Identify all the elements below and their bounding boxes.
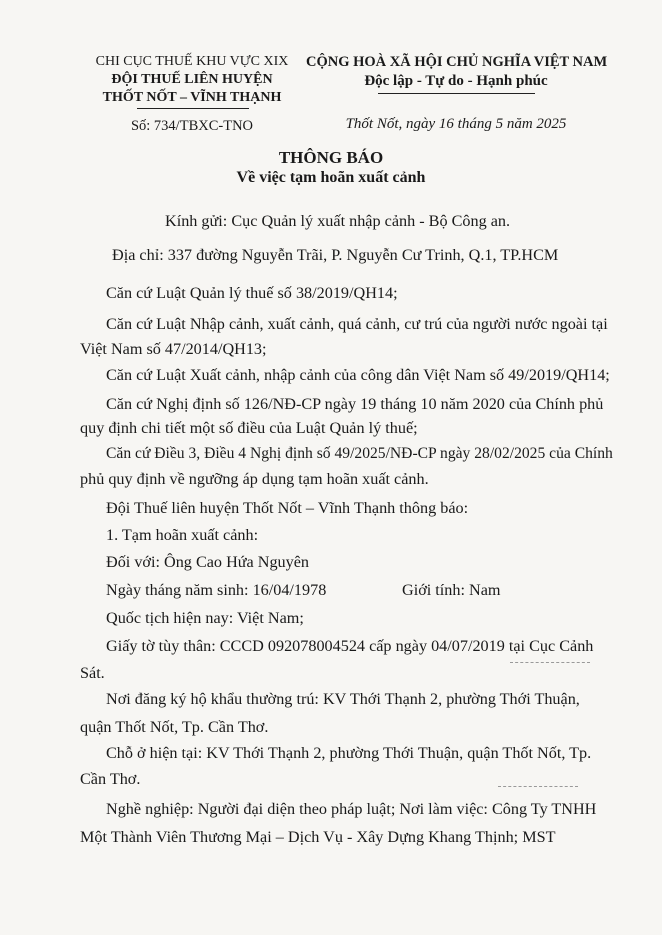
subject-job-line1: Nghề nghiệp: Người đại diện theo pháp luật; Nơi làm việc: Công Ty TNHH xyxy=(106,800,597,818)
left-header-underline xyxy=(137,108,249,109)
notice-item-1: 1. Tạm hoãn xuất cảnh: xyxy=(106,526,259,544)
place-and-date: Thốt Nốt, ngày 16 tháng 5 năm 2025 xyxy=(345,116,567,132)
subject-id-line2: Sát. xyxy=(80,664,105,682)
subject-current-line2: Cần Thơ. xyxy=(80,770,141,788)
legal-basis-1: Căn cứ Luật Quản lý thuế số 38/2019/QH14; xyxy=(106,284,398,302)
recipient-to: Kính gửi: Cục Quản lý xuất nhập cảnh - Bộ Công an. xyxy=(165,212,511,230)
subject-name: Đối với: Ông Cao Hứa Nguyên xyxy=(106,553,310,571)
document-number: Số: 734/TBXC-TNO xyxy=(130,118,254,134)
subject-gender: Giới tính: Nam xyxy=(402,581,501,599)
team-name-line1: ĐỘI THUẾ LIÊN HUYỆN xyxy=(111,72,273,87)
legal-basis-5-cont: phủ quy định về ngưỡng áp dụng tạm hoãn xuất cảnh. xyxy=(80,470,429,488)
subject-job-line2: Một Thành Viên Thương Mại – Dịch Vụ - Xây Dựng Khang Thịnh; MST xyxy=(80,828,556,846)
legal-basis-2-cont: Việt Nam số 47/2014/QH13; xyxy=(80,340,267,358)
document-subtitle: Về việc tạm hoãn xuất cảnh xyxy=(236,169,426,186)
faint-mark-2 xyxy=(498,786,578,787)
agency-name: CHI CỤC THUẾ KHU VỰC XIX xyxy=(95,54,289,69)
subject-nationality: Quốc tịch hiện nay: Việt Nam; xyxy=(106,609,304,627)
faint-mark xyxy=(510,662,590,663)
subject-dob: Ngày tháng năm sinh: 16/04/1978 xyxy=(106,581,327,599)
legal-basis-2: Căn cứ Luật Nhập cảnh, xuất cảnh, quá cảnh, cư trú của người nước ngoài tại xyxy=(106,315,608,333)
subject-id-line1: Giấy tờ tùy thân: CCCD 092078004524 cấp ngày 04/07/2019 tại Cục Cảnh xyxy=(106,637,594,655)
legal-basis-4: Căn cứ Nghị định số 126/NĐ-CP ngày 19 tháng 10 năm 2020 của Chính phủ xyxy=(106,395,604,413)
subject-residence-line2: quận Thốt Nốt, Tp. Cần Thơ. xyxy=(80,718,269,736)
legal-basis-3: Căn cứ Luật Xuất cảnh, nhập cảnh của công dân Việt Nam số 49/2019/QH14; xyxy=(106,366,610,384)
legal-basis-5: Căn cứ Điều 3, Điều 4 Nghị định số 49/2025/NĐ-CP ngày 28/02/2025 của Chính xyxy=(106,445,613,462)
document-title: THÔNG BÁO xyxy=(278,148,384,167)
team-name-line2: THỐT NỐT – VĨNH THẠNH xyxy=(102,90,282,105)
right-header-underline xyxy=(378,93,535,94)
country-name: CỘNG HOÀ XÃ HỘI CHỦ NGHĨA VIỆT NAM xyxy=(306,54,608,70)
notice-intro: Đội Thuế liên huyện Thốt Nốt – Vĩnh Thạnh thông báo: xyxy=(106,499,469,517)
recipient-address: Địa chỉ: 337 đường Nguyễn Trãi, P. Nguyễn Cư Trinh, Q.1, TP.HCM xyxy=(112,246,559,264)
subject-current-line1: Chỗ ở hiện tại: KV Thới Thạnh 2, phường Thới Thuận, quận Thốt Nốt, Tp. xyxy=(106,744,592,762)
national-motto: Độc lập - Tự do - Hạnh phúc xyxy=(364,73,548,89)
legal-basis-4-cont: quy định chi tiết một số điều của Luật Quản lý thuế; xyxy=(80,419,418,437)
subject-residence-line1: Nơi đăng ký hộ khẩu thường trú: KV Thới Thạnh 2, phường Thới Thuận, xyxy=(106,690,580,708)
